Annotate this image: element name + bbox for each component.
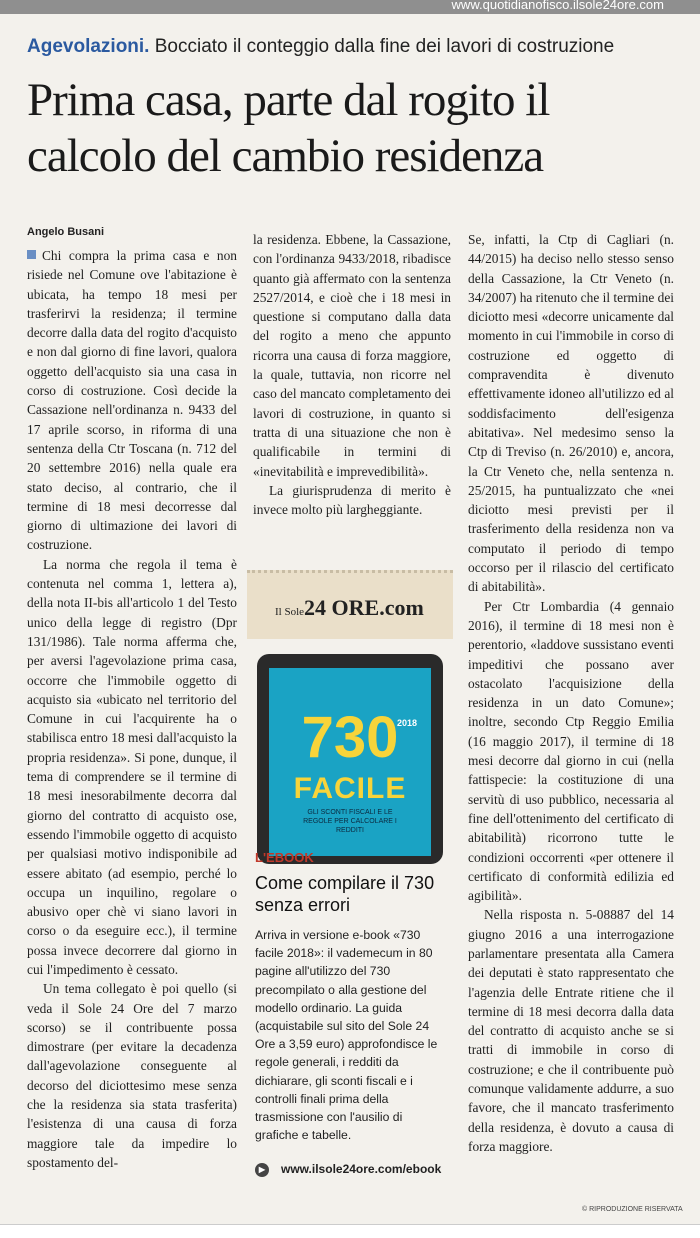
source-url: www.quotidianofisco.ilsole24ore.com [451, 0, 664, 12]
ebook-cover [269, 668, 431, 856]
tablet-image [257, 654, 443, 864]
paragraph-text: Chi compra la prima casa e non risiede nel Comune ove l'abitazione è ubicata, ha tempo 18 mesi per trasferirvi la residenza; il termine decorre dalla data del rogito d'acquisto e non dal giorno di fine lavori, qualora oggetto dell'acquisto sia una casa in corso di costruzione. Così decide la Cassazione nell'ordinanza n. 9433 del 17 aprile scorso, in riforma di una sentenza della Ctr Toscana (n. 712 del 20 settembre 2016) nella quale era stato deciso, al contrario, che il termine di 18 mesi decorresse dal giorno di ultimazione dei lavori di costruzione. [27, 248, 237, 553]
ebook-description: Arriva in versione e-book «730 facile 2018»: il vademecum in 80 pagine all'utilizzo del 730 precompilato o alla gestione del modello ordinario. La guida (acquistabile sul sito del Sole 24 Ore a 3,59 euro) approfondisce le regole generali, i redditi da dichiarare, gli sconti fiscali e i controlli finali prima della trasmissione con l'ausilio di grafiche e tabelle. [255, 928, 438, 1143]
paragraph: Un tema collegato è poi quello (si veda il Sole 24 Ore del 7 marzo scorso) se il contribuente possa dimostrare (per evitare la decadenza dall'agevolazione conseguente al decorso del diciottesimo mese senza che la residenza sia stata trasferita) l'esistenza di una causa di forza maggiore tale da impedire lo spostamento del- [27, 981, 237, 1170]
ebook-tag: L'EBOOK [255, 850, 314, 865]
paragraph: Se, infatti, la Ctp di Cagliari (n. 44/2015) ha deciso nello stesso senso della Cassazione, la Ctr Veneto (n. 34/2007) ha ritenuto che il termine dei diciotto mesi «decorre unicamente dal momento in cui l'immobile in corso di costruzione ed oggetto di compravendita è divenuto effettivamente idoneo all'utilizzo ed al soddisfacimento dell'esigenza abitativa». Nel medesimo senso la Ctp di Treviso (n. 26/2010) e, ancora, la Ctr Veneto che, nella sentenza n. 25/2015, ha puntualizzato che «nei diciotto mesi previsti per il trasferimento della residenza non va computato il periodo di tempo occorso per il rilascio del certificato di abitabilità». [468, 232, 675, 595]
kicker-label: Agevolazioni. [27, 36, 150, 57]
article-column-1 [27, 246, 237, 1172]
play-icon: ▶ [255, 1163, 269, 1177]
logo-prefix: Il Sole [275, 606, 305, 618]
paragraph [27, 246, 237, 555]
ebook-link[interactable] [255, 1162, 441, 1177]
paragraph: La norma che regola il tema è contenuta nel comma 1, lettera a), della nota II-bis all'articolo 1 del Testo unico della legge di registro (Dpr 131/1986). Tale norma afferma che, per aversi l'agevolazione prima casa, occorre che l'immobile oggetto di acquisto sia «ubicato nel territorio del Comune in cui l'acquirente ha o stabilisca entro 18 mesi dall'acquisto la propria residenza». Si pone, dunque, il tema di comprendere se il termine di 18 mesi inesorabilmente decorra dal giorno del contratto di acquisto ose, essendo l'immobile oggetto di acquisto per qualsiasi motivo indisponibile ad essere abitato (ad esempio, perché lo occupa un inquilino, regolare o abusivo oper chè vi siano lavori in corso o da eseguire ecc.), il termine possa invece decorrere dal giorno in cui l'impedimento è cessato. [27, 556, 237, 977]
article-column-2 [253, 230, 451, 519]
logo-text: 24 ORE.com [304, 595, 424, 620]
copyright-notice: © RIPRODUZIONE RISERVATA [582, 1206, 683, 1213]
sole24ore-logo [275, 595, 424, 621]
byline: Angelo Busani [27, 226, 105, 238]
paragraph: Nella risposta n. 5-08887 del 14 giugno 2016 a una interrogazione parlamentare presentata alla Camera dei deputati è stato rappresentato che l'agenzia delle Entrate ritiene che il termine di 18 mesi decorra dalla data del contratto di acquisto anche se si tratti di immobile in corso di costruzione; e che il contribuente può comunque validamente addurre, a suo favore, che il mancato trasferimento della residenza, è dovuto a causa di forza maggiore. [468, 907, 674, 1154]
bottom-bar [0, 1224, 700, 1238]
cover-number: 730 [301, 705, 399, 770]
ebook-title: Come compilare il 730 senza errori [255, 873, 435, 915]
paragraph: La giurisprudenza di merito è invece molto più largheggiante. [253, 482, 451, 518]
paragraph: la residenza. Ebbene, la Cassazione, con l'ordinanza 9433/2018, ribadisce quanto già affermato con la sentenza 2527/2014, e cioè che i 18 mesi in questione si computano dalla data del rogito a meno che appunto ricorra una causa di forza maggiore, la quale, tuttavia, non ricorre nel caso del mancato completamento dei lavori di costruzione, in quanto si tratta di una situazione che non è qualificabile in termini di «inevitabilità e imprevedibilità». [253, 232, 451, 479]
logo-band [247, 570, 453, 639]
kicker-subtitle: Bocciato il conteggio dalla fine dei lavori di costruzione [154, 36, 615, 57]
cover-subtitle: GLI SCONTI FISCALI E LE REGOLE PER CALCOLARE I REDDITI [303, 809, 397, 834]
ebook-link-text[interactable]: www.ilsole24ore.com/ebook [281, 1162, 442, 1176]
top-bar [0, 0, 700, 14]
article-column-3 [468, 230, 674, 1156]
ebook-ad[interactable] [247, 570, 453, 1200]
cover-title: FACILE [293, 772, 407, 805]
cover-year: 2018 [396, 718, 417, 728]
kicker [27, 36, 687, 58]
paragraph: Per Ctr Lombardia (4 gennaio 2016), il termine di 18 mesi non è perentorio, «laddove sussistano eventi impeditivi che possano aver ostacolato l'acquisizione della residenza in un dato Comune»; inoltre, secondo Ctp Reggio Emilia (16 maggio 2017), il termine di 18 mesi decorre dal giorno in cui (nella fattispecie: la costituzione di una servitù di uso pubblico, necessaria al fine dell'ottenimento del certificato di abitabilità) ricorrono tutte le condizioni occorrenti «per ottenere il certificato di conformità edilizia ed agibilità». [468, 598, 674, 904]
bullet-marker [27, 250, 36, 259]
headline: Prima casa, parte dal rogito il calcolo del cambio residenza [27, 74, 550, 182]
